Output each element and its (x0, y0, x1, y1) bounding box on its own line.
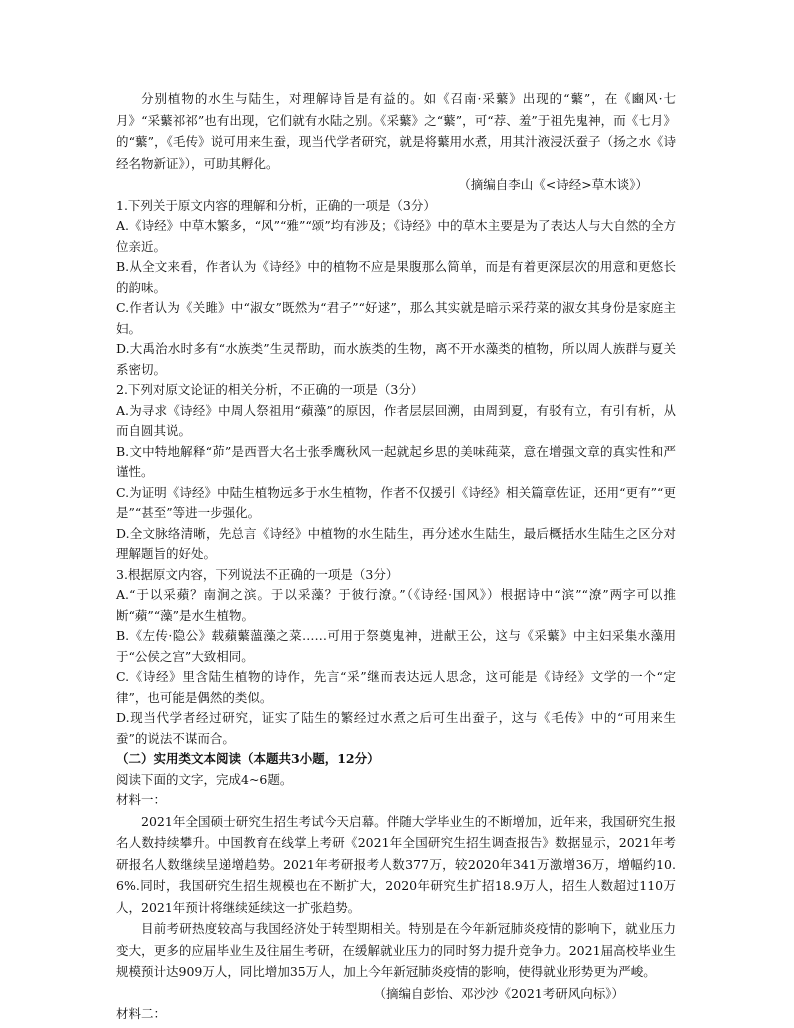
question-2-option-a: A.为寻求《诗经》中周人祭祖用“蘋藻”的原因，作者层层回溯，由周到夏，有驳有立，有引有析，从而自圆其说。 (116, 402, 676, 438)
passage1-paragraph: 分别植物的水生与陆生，对理解诗旨是有益的。如《召南·采蘩》出现的“蘩”，在《豳风·七月》“采蘩祁祁”也有出现，它们就有水陆之别。《采蘩》之“蘩”，可“荐、羞”于祖先鬼神，而《七月》的“蘩”，《毛传》说可用来生蚕，现当代学者研究，就是将蘩用水煮，用其汁液浸沃蚕子（扬之水《诗经名物新证》），可助其孵化。 (116, 91, 676, 171)
question-3-option-c: C.《诗经》里含陆生植物的诗作，先言“采”继而表达远人思念，这可能是《诗经》文学的一个“定律”，也可能是偶然的类似。 (116, 669, 676, 705)
question-2-stem: 2.下列对原文论证的相关分析，不正确的一项是（3分） (116, 382, 424, 397)
question-2-option-b: B.文中特地解释“茆”是西晋大名士张季鹰秋风一起就起乡思的美味莼菜，意在增强文章的真实性和严谨性。 (116, 443, 676, 479)
question-1-option-a: A.《诗经》中草木繁多，“风”“雅”“颂”均有涉及；《诗经》中的草木主要是为了表达人与大自然的全方位亲近。 (116, 218, 676, 254)
question-1-option-c: C.作者认为《关雎》中“淑女”既然为“君子”“好逑”，那么其实就是暗示采荇菜的淑女其身份是家庭主妇。 (116, 300, 676, 336)
section-2-instruction: 阅读下面的文字，完成4~6题。 (116, 771, 293, 787)
question-3-option-a: A.“于以采蘋？南涧之滨。于以采藻？于彼行潦。”（《诗经·国风》）根据诗中“滨”“潦”两字可以推断“蘋”“藻”是水生植物。 (116, 587, 676, 623)
material-1-paragraph-2: 目前考研热度较高与我国经济处于转型期相关。特别是在今年新冠肺炎疫情的影响下，就业压力变大，更多的应届毕业生及往届生考研，在缓解就业压力的同时努力提升竞争力。2021届高校毕业生规模预计达909万人，同比增加35万人，加上今年新冠肺炎疫情的影响，使得就业形势更为严峻。 (116, 921, 676, 979)
question-1 (116, 196, 676, 381)
material-1-paragraph-1: 2021年全国硕士研究生招生考试今天启幕。伴随大学毕业生的不断增加，近年来，我国研究生报名人数持续攀升。中国教育在线掌上考研《2021年全国研究生招生调查报告》数据显示，2021年考研报名人数继续呈递增趋势。2021年考研报考人数377万，较2020年341万激增36万，增幅约10.6%.同时，我国研究生招生规模也在不断扩大，2020年研究生扩招18.9万人，招生人数超过110万人，2021年预计将继续延续这一扩张趋势。 (116, 813, 676, 915)
material-2-label: 材料二： (116, 1006, 167, 1021)
question-3-option-b: B.《左传·隐公》载蘋蘩薀藻之菜……可用于祭奠鬼神，进献王公，这与《采蘩》中主妇采集水藻用于“公侯之宫”大致相同。 (116, 628, 676, 664)
question-3 (116, 565, 676, 750)
question-3-option-d: D.现当代学者经过研究，证实了陆生的繁经过水煮之后可生出蚕子，这与《毛传》中的“可用来生蚕”的说法不谋而合。 (116, 710, 676, 746)
material-1-label: 材料一： (116, 792, 167, 807)
question-1-option-b: B.从全文来看，作者认为《诗经》中的植物不应是果腹那么简单，而是有着更深层次的用意和更悠长的韵味。 (116, 259, 676, 295)
question-1-option-d: D.大禹治水时多有“水族类”生灵帮助，而水族类的生物，离不开水藻类的植物，所以周人族群与夏关系密切。 (116, 341, 676, 377)
question-2 (116, 380, 676, 565)
passage1-source: （摘编自李山《<诗经>草木谈》） (458, 177, 648, 192)
question-1-stem: 1.下列关于原文内容的理解和分析，正确的一项是（3分） (116, 197, 436, 213)
question-2-option-d: D.全文脉络清晰，先总言《诗经》中植物的水生陆生，再分述水生陆生，最后概括水生陆生之区分对理解题旨的好处。 (116, 525, 676, 561)
exam-page (116, 88, 676, 1025)
material-1-source: （摘编自彭怡、邓沙沙《2021考研风向标》） (373, 985, 624, 1001)
question-2-option-c: C.为证明《诗经》中陆生植物远多于水生植物，作者不仅援引《诗经》相关篇章佐证，还用“更有”“更是”“甚至”等进一步强化。 (116, 484, 676, 520)
question-3-stem: 3.根据原文内容，下列说法不正确的一项是（3分） (116, 566, 399, 582)
section-2-heading: （二）实用类文本阅读（本题共3小题，12分） (116, 751, 380, 766)
